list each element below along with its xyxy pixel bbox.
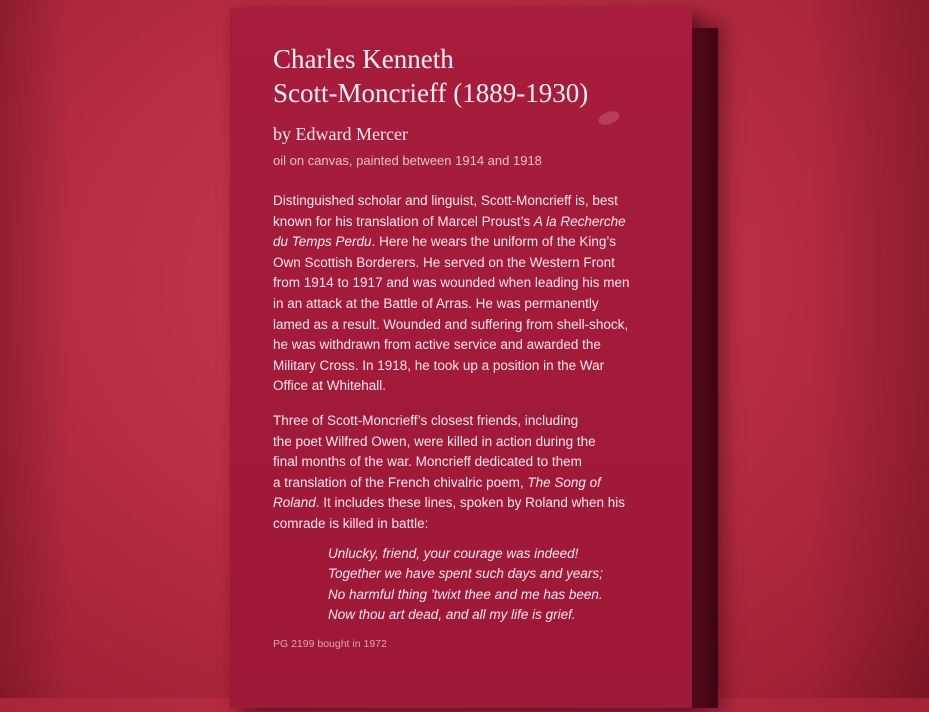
p2-line: Three of Scott-Moncrieff’s closest friends, including: [273, 412, 579, 428]
poem-line: Together we have spent such days and years;: [328, 566, 603, 581]
p1-line: Military Cross. In 1918, he took up a position in the War: [273, 357, 605, 373]
p2-text: a translation of the French chivalric poem,: [273, 474, 528, 490]
book-title: A la Recherche: [533, 213, 626, 229]
poem-quote: [273, 544, 673, 626]
p2-text: . It includes these lines, spoken by Roland when his: [315, 495, 625, 511]
p1-line: Distinguished scholar and linguist, Scott-Moncrieff is, best: [273, 193, 618, 208]
p1-line: he was withdrawn from active service and awarded the: [273, 337, 601, 353]
p1-line: lamed as a result. Wounded and suffering from shell-shock,: [273, 316, 629, 332]
p1-text: known for his translation of Marcel Proust’s: [273, 213, 534, 229]
p2-line: [273, 473, 673, 494]
poem-title: The Song of: [527, 474, 601, 490]
title-line-1: Charles Kenneth: [273, 44, 454, 74]
poem-line: No harmful thing ’twixt thee and me has been.: [328, 586, 603, 602]
label-text: [273, 42, 673, 650]
medium-date: oil on canvas, painted between 1914 and 1918: [273, 153, 542, 168]
poem-line: Unlucky, friend, your courage was indeed!: [328, 545, 579, 561]
p1-line: Own Scottish Borderers. He served on the Western Front: [273, 254, 615, 270]
wall-shadow-left: [0, 0, 70, 698]
book-title: du Temps Perdu: [273, 234, 372, 250]
description-paragraph-1: [273, 191, 673, 397]
panel-edge: [692, 28, 718, 708]
artist-credit: by Edward Mercer: [273, 124, 408, 144]
p2-line: comrade is killed in battle:: [273, 515, 429, 531]
description-paragraph-2: [273, 411, 673, 535]
title-line-2: Scott-Moncrieff (1889-1930): [273, 78, 589, 108]
p1-line: [273, 232, 673, 253]
wall-shadow-right: [809, 0, 929, 698]
p1-line: Office at Whitehall.: [273, 378, 387, 394]
artwork-title: [273, 42, 673, 110]
p2-line: the poet Wilfred Owen, were killed in action during the: [273, 433, 596, 449]
poem-title: Roland: [273, 495, 316, 511]
poem-line: Now thou art dead, and all my life is grief.: [328, 607, 576, 622]
p1-text: . Here he wears the uniform of the King’s: [371, 234, 616, 250]
p1-line: from 1914 to 1917 and was wounded when leading his men: [273, 275, 630, 291]
acquisition-note: PG 2199 bought in 1972: [273, 637, 387, 650]
p2-line: final months of the war. Moncrieff dedicated to them: [273, 454, 582, 470]
p2-line: [273, 493, 673, 514]
p1-line: [273, 212, 673, 233]
p1-line: in an attack at the Battle of Arras. He was permanently: [273, 295, 599, 311]
